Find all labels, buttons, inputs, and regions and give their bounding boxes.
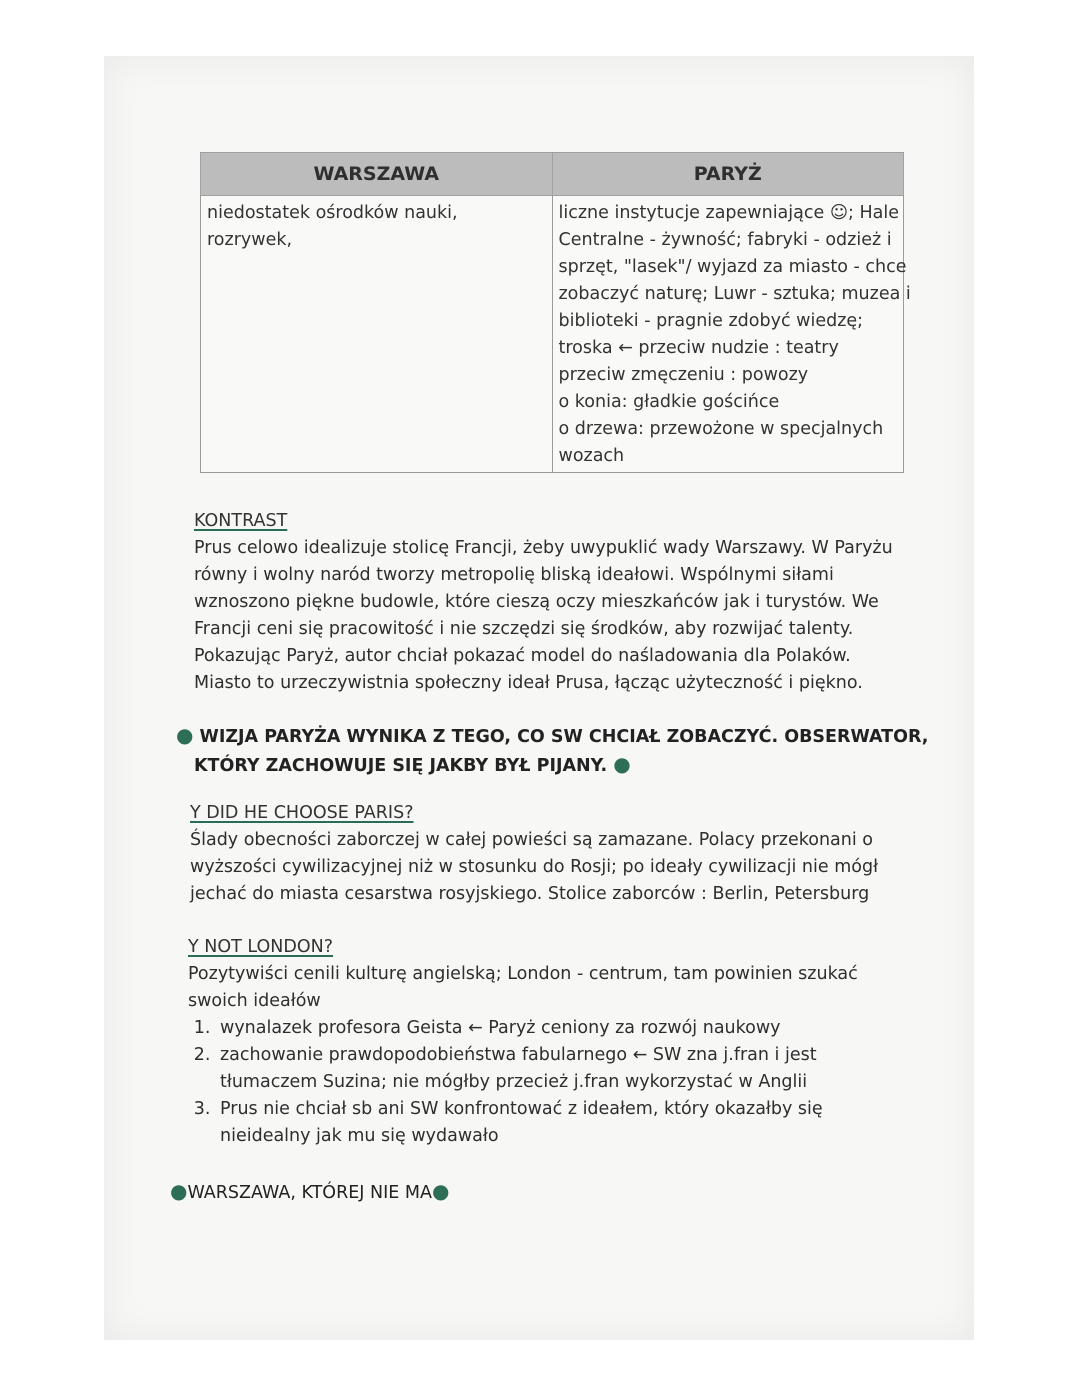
paryz-line: troska ← przeciw nudzie : teatry xyxy=(558,338,839,358)
paris-line: Ślady obecności zaborczej w całej powieści są zamazane. Polacy przekonani o xyxy=(190,830,873,850)
paryz-line: liczne instytucje zapewniające ☺; Hale xyxy=(558,203,900,223)
paryz-line: zobaczyć naturę; Luwr - sztuka; muzea i xyxy=(558,284,911,304)
london-reasons-list xyxy=(188,1015,888,1150)
paris-section xyxy=(190,800,890,908)
bullet-icon: ● xyxy=(431,1179,450,1203)
cell-paryz xyxy=(552,196,911,473)
paryz-line: Centralne - żywność; fabryki - odzież i xyxy=(558,230,892,250)
header-paryz: PARYŻ xyxy=(552,153,904,196)
bullet-icon: ● xyxy=(176,723,194,747)
paryz-line: sprzęt, "lasek"/ wyjazd za miasto - chce xyxy=(558,257,907,277)
kontrast-line: wznoszono piękne budowle, które cieszą oczy mieszkańców jak i turystów. We xyxy=(194,592,879,612)
kontrast-section xyxy=(194,508,894,697)
kontrast-line: równy i wolny naród tworzy metropolię bliską ideałowi. Wspólnymi siłami xyxy=(194,565,834,585)
london-line: Pozytywiści cenili kulturę angielską; London - centrum, tam powinien szukać xyxy=(188,964,858,984)
paris-heading: Y DID HE CHOOSE PARIS? xyxy=(190,803,414,823)
header-warszawa: WARSZAWA xyxy=(201,153,553,196)
kontrast-line: Francji ceni się pracowitość i nie szczędzi się środków, aby rozwijać talenty. xyxy=(194,619,854,639)
london-line: swoich ideałów xyxy=(188,991,321,1011)
paris-line: wyższości cywilizacyjnej niż w stosunku do Rosji; po ideały cywilizacji nie mógł xyxy=(190,857,879,877)
cell-warszawa-text: niedostatek ośrodków nauki, rozrywek, xyxy=(207,203,458,250)
kontrast-line: Miasto to urzeczywistnia społeczny ideał Prusa, łącząc użyteczność i piękno. xyxy=(194,673,863,693)
final-heading xyxy=(170,1178,449,1207)
paryz-line: o konia: gładkie gościńce xyxy=(558,392,780,412)
london-section xyxy=(188,934,888,1150)
comparison-table xyxy=(200,152,911,473)
paryz-line: biblioteki - pragnie zdobyć wiedzę; xyxy=(558,311,864,331)
kontrast-line: Pokazując Paryż, autor chciał pokazać model do naśladowania dla Polaków. xyxy=(194,646,851,666)
final-heading-text: WARSZAWA, KTÓREJ NIE MA xyxy=(187,1183,432,1203)
list-item: 3. Prus nie chciał sb ani SW konfrontować z ideałem, który okazałby się nieidealny jak mu się wydawało xyxy=(216,1096,888,1150)
kontrast-heading: KONTRAST xyxy=(194,511,288,531)
bullet-icon: ● xyxy=(170,1179,188,1203)
cell-warszawa xyxy=(201,196,553,473)
paryz-line: wozach xyxy=(558,446,625,466)
vision-note xyxy=(176,722,929,780)
vision-note-line1: WIZJA PARYŻA WYNIKA Z TEGO, CO SW CHCIAŁ ZOBACZYĆ. OBSERWATOR, xyxy=(199,727,929,747)
london-heading: Y NOT LONDON? xyxy=(188,937,333,957)
bullet-icon: ● xyxy=(613,752,631,776)
list-item: 2. zachowanie prawdopodobieństwa fabularnego ← SW zna j.fran i jest tłumaczem Suzina; nie mógłby przecież j.fran wykorzystać w Anglii xyxy=(216,1042,888,1096)
vision-note-line2: KTÓRY ZACHOWUJE SIĘ JAKBY BYŁ PIJANY. xyxy=(194,756,608,776)
kontrast-line: Prus celowo idealizuje stolicę Francji, żeby uwypuklić wady Warszawy. W Paryżu xyxy=(194,538,893,558)
paris-line: jechać do miasta cesarstwa rosyjskiego. Stolice zaborców : Berlin, Petersburg xyxy=(190,884,870,904)
list-item: 1. wynalazek profesora Geista ← Paryż ceniony za rozwój naukowy xyxy=(216,1015,888,1042)
paryz-line: przeciw zmęczeniu : powozy xyxy=(558,365,809,385)
paryz-line: o drzewa: przewożone w specjalnych xyxy=(558,419,884,439)
